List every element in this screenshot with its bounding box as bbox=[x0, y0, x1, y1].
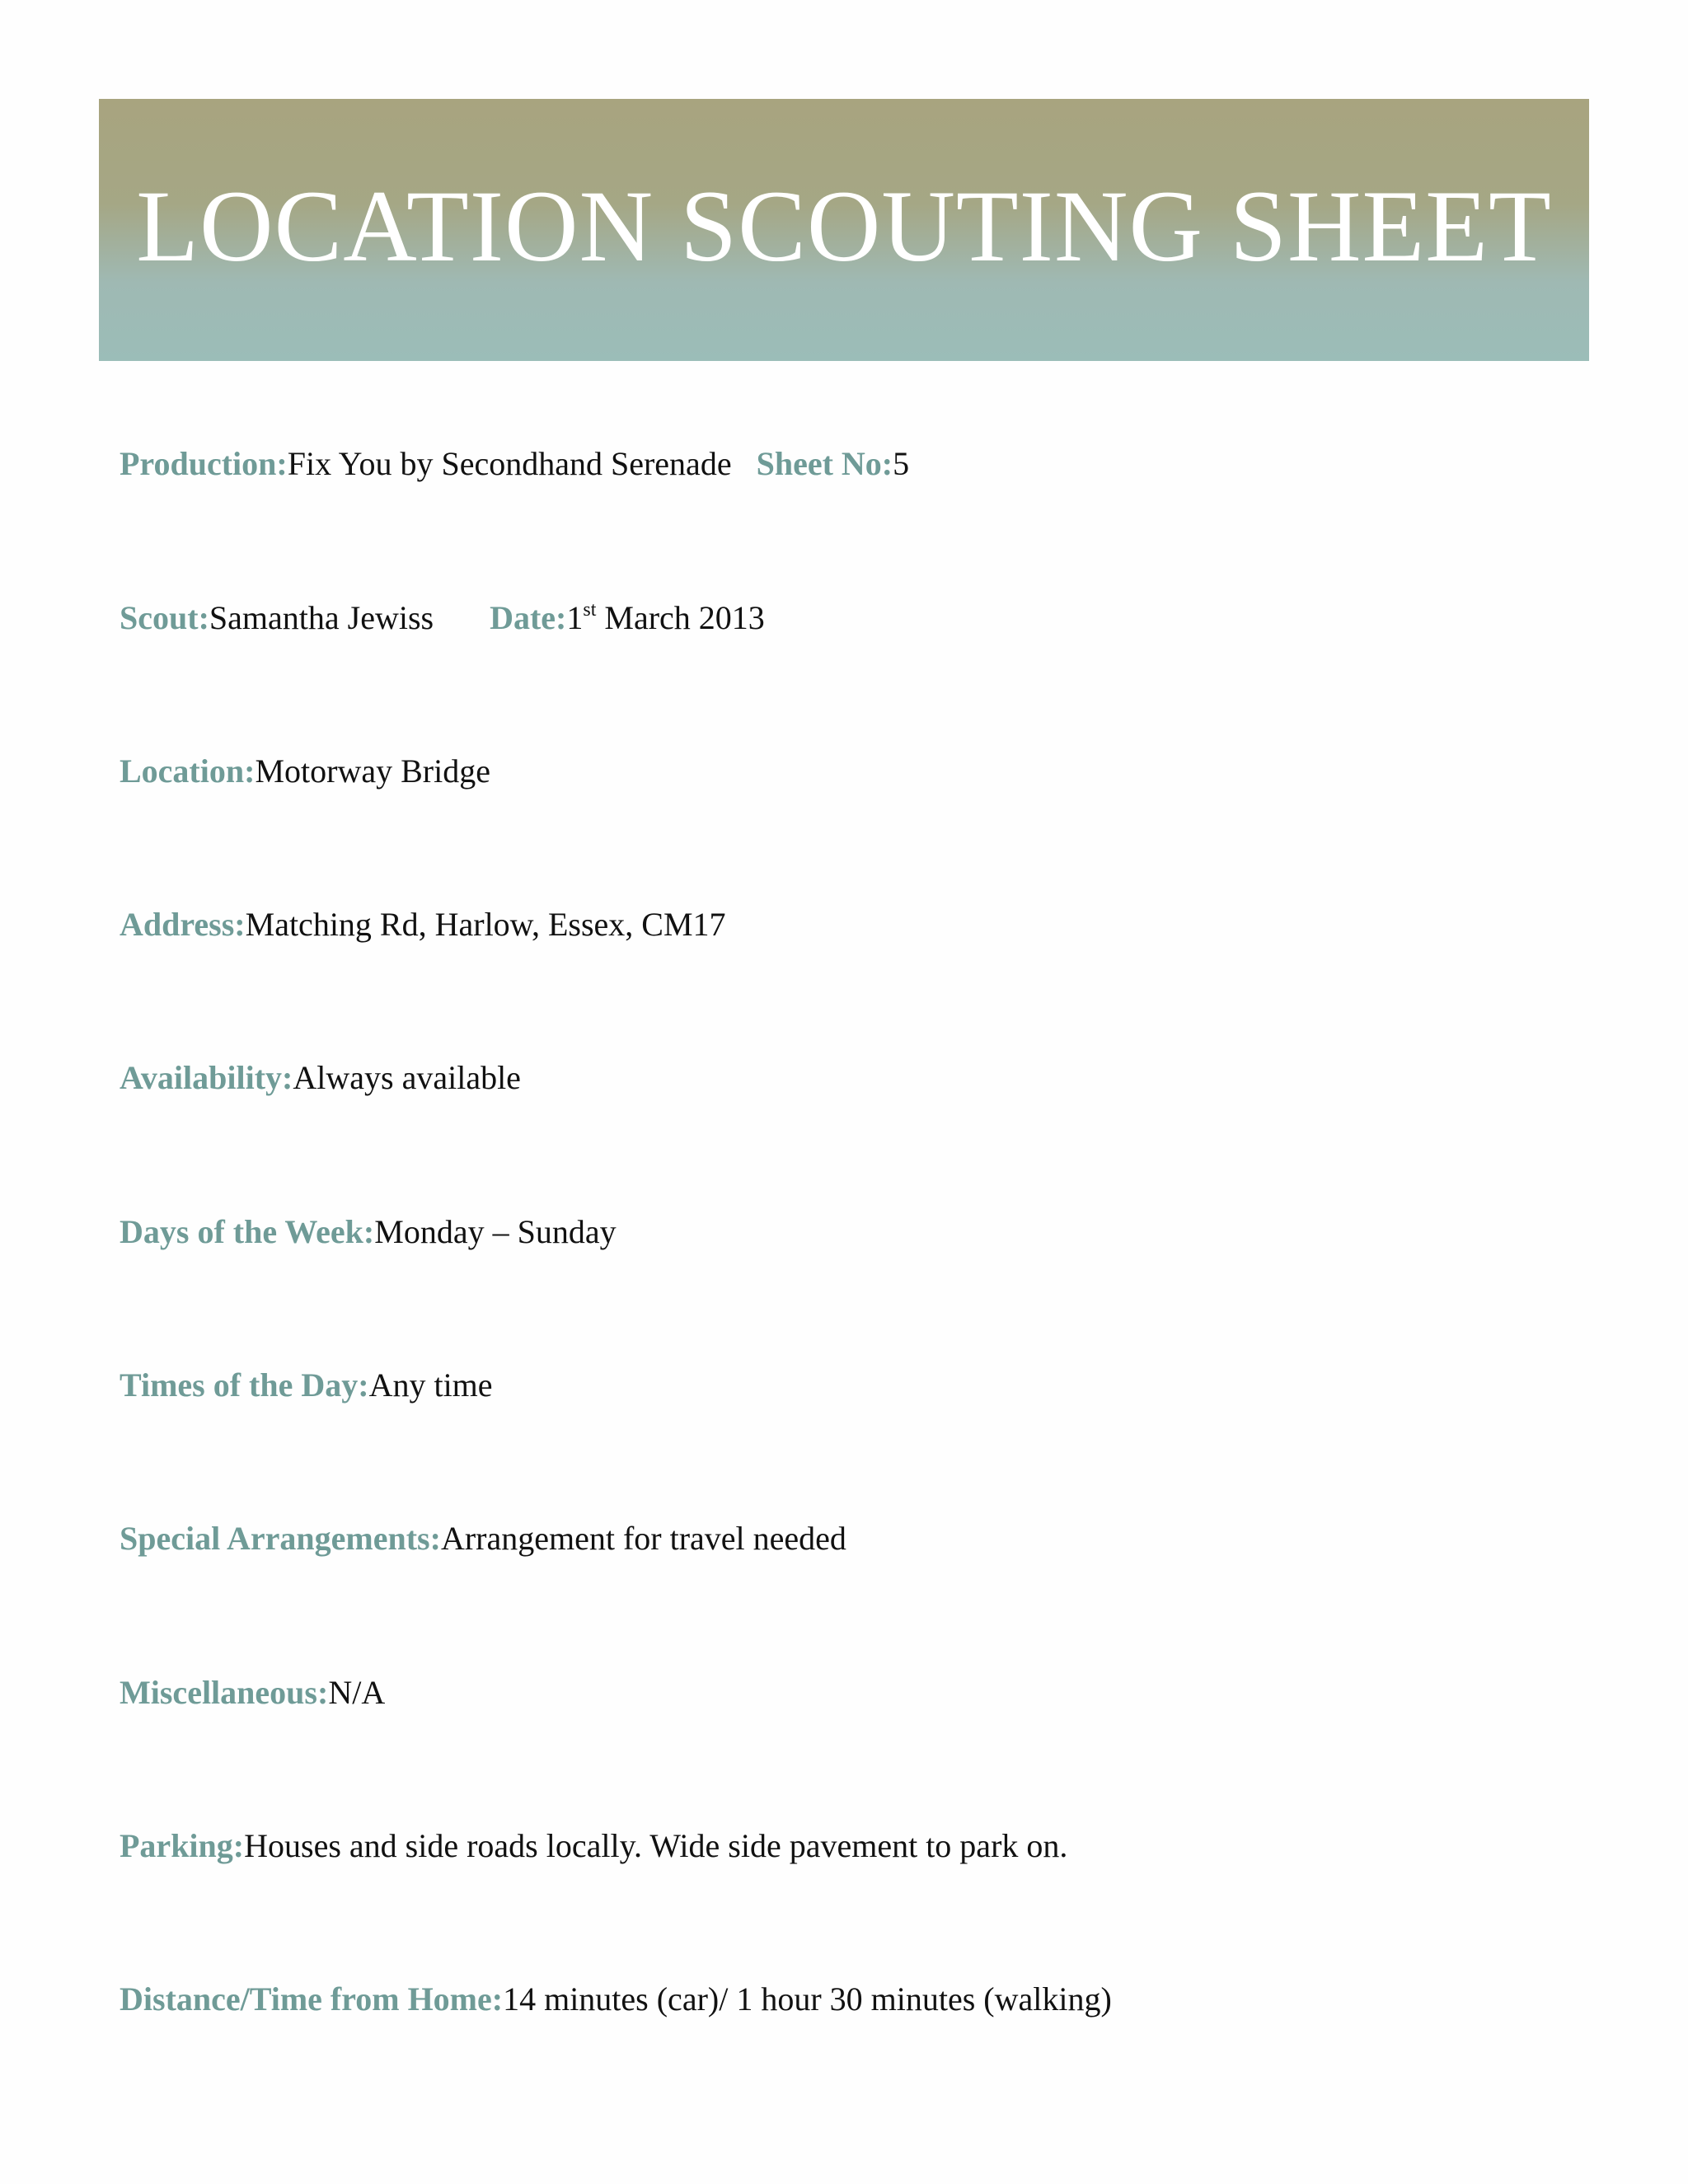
production-value: Fix You by Secondhand Serenade bbox=[287, 445, 732, 482]
scout-label: Scout: bbox=[120, 599, 209, 636]
address-value: Matching Rd, Harlow, Essex, CM17 bbox=[245, 906, 726, 943]
date-day: 1 bbox=[566, 599, 584, 636]
special-value: Arrangement for travel needed bbox=[440, 1520, 846, 1557]
availability-label: Availability: bbox=[120, 1059, 293, 1096]
parking-value: Houses and side roads locally. Wide side pavement to park on. bbox=[244, 1827, 1068, 1864]
date-suffix: st bbox=[583, 599, 597, 621]
times-label: Times of the Day: bbox=[120, 1366, 369, 1404]
days-label: Days of the Week: bbox=[120, 1213, 375, 1250]
times-value: Any time bbox=[368, 1366, 493, 1404]
distance-row bbox=[120, 1980, 1112, 2018]
distance-value: 14 minutes (car)/ 1 hour 30 minutes (walking) bbox=[503, 1980, 1112, 2018]
date-label: Date: bbox=[490, 599, 567, 636]
location-row bbox=[120, 752, 490, 790]
date-value bbox=[566, 599, 764, 636]
special-label: Special Arrangements: bbox=[120, 1520, 441, 1557]
sheet-no-value: 5 bbox=[893, 445, 910, 482]
parking-row bbox=[120, 1827, 1068, 1864]
misc-label: Miscellaneous: bbox=[120, 1674, 329, 1711]
days-value: Monday – Sunday bbox=[374, 1213, 617, 1250]
misc-row bbox=[120, 1676, 385, 1709]
title-banner bbox=[99, 99, 1589, 361]
scout-value: Samantha Jewiss bbox=[209, 599, 434, 636]
location-value: Motorway Bridge bbox=[255, 752, 490, 790]
scout-row bbox=[120, 599, 765, 636]
date-rest: March 2013 bbox=[596, 599, 765, 636]
availability-value: Always available bbox=[293, 1059, 521, 1096]
special-row bbox=[120, 1522, 846, 1555]
times-row bbox=[120, 1366, 493, 1404]
location-label: Location: bbox=[120, 752, 256, 790]
production-row bbox=[120, 445, 910, 482]
availability-row bbox=[120, 1059, 521, 1096]
address-row bbox=[120, 908, 726, 941]
address-label: Address: bbox=[120, 906, 246, 943]
misc-value: N/A bbox=[328, 1674, 386, 1711]
days-row bbox=[120, 1213, 617, 1250]
distance-label: Distance/Time from Home: bbox=[120, 1980, 504, 2018]
page-title: LOCATION SCOUTING SHEET bbox=[136, 170, 1552, 283]
sheet-no-label: Sheet No: bbox=[756, 445, 893, 482]
parking-label: Parking: bbox=[120, 1827, 245, 1864]
production-label: Production: bbox=[120, 445, 288, 482]
